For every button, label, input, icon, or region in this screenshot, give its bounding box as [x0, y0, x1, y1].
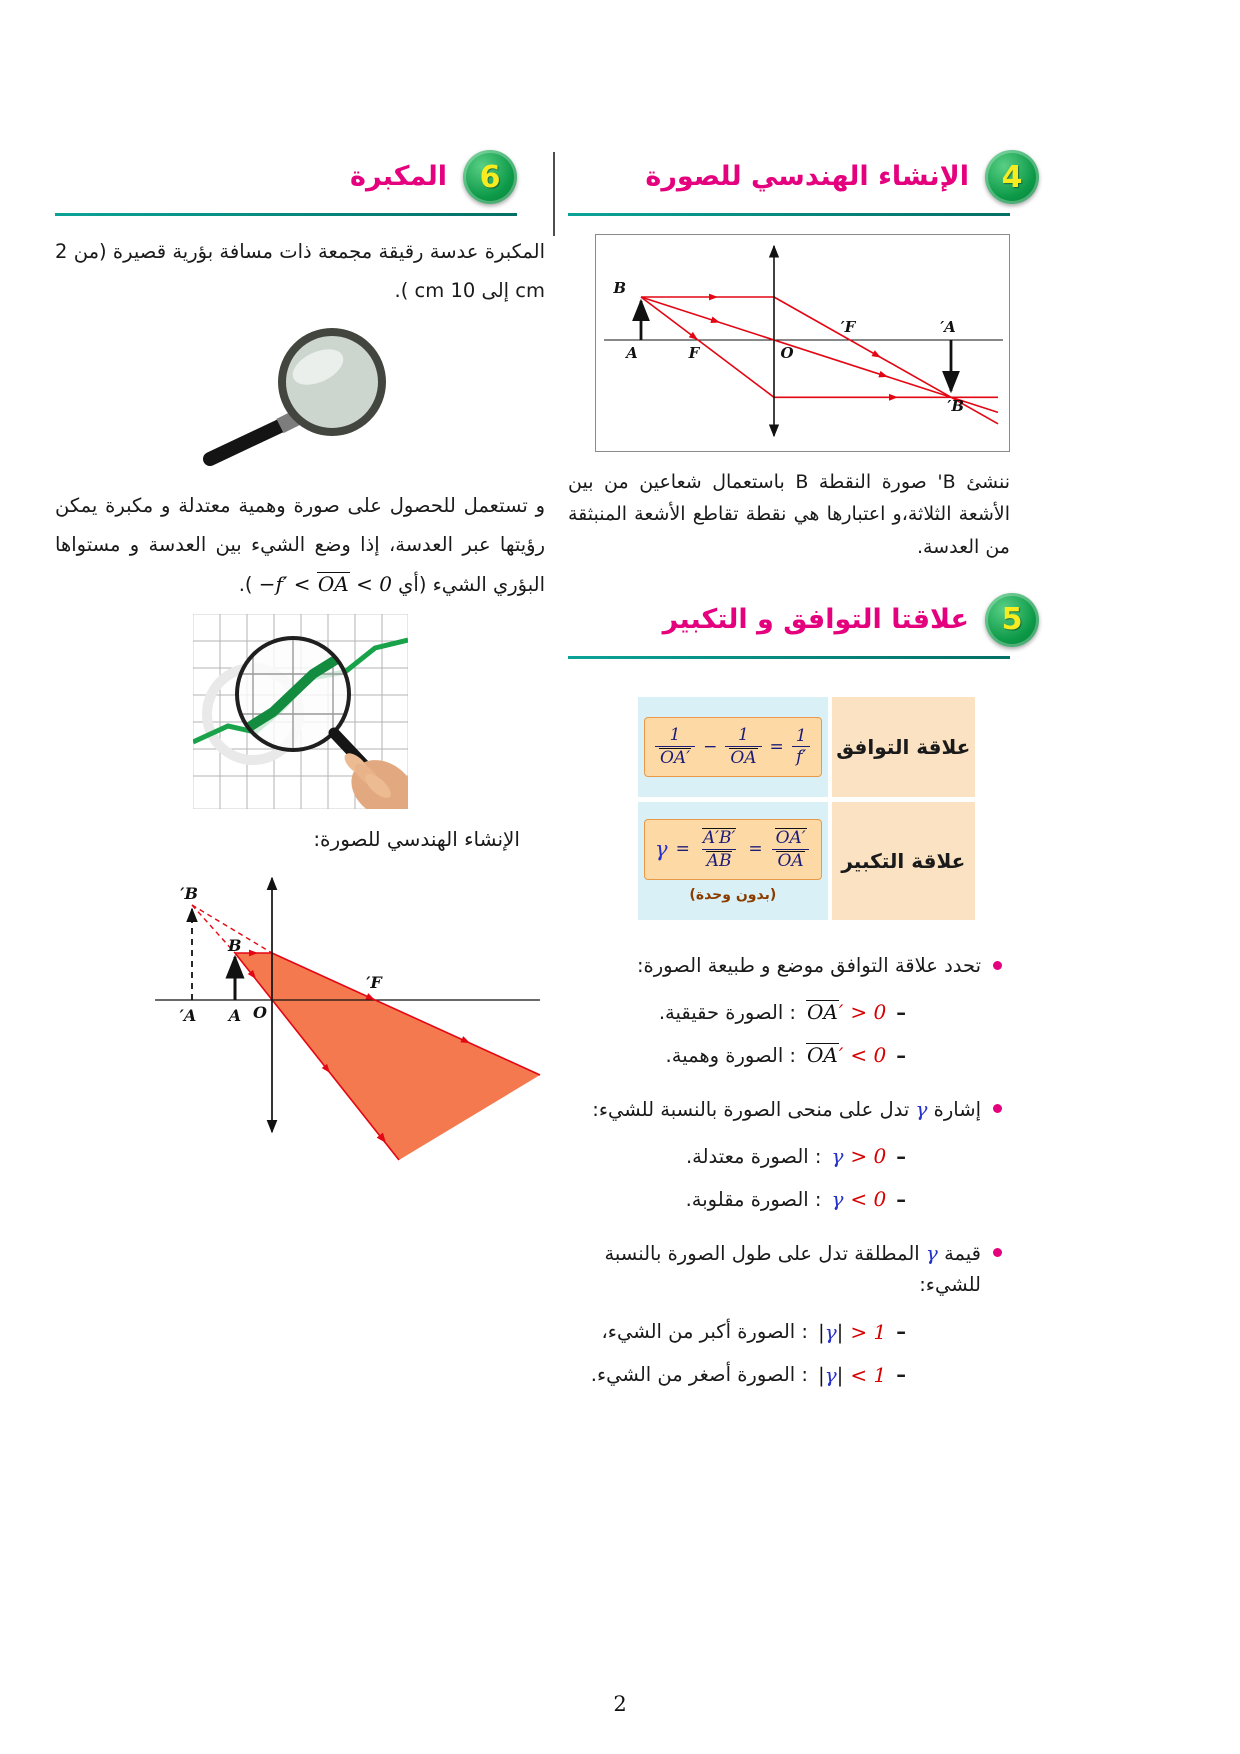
list-subitem-text: : الصورة معتدلة.	[685, 1144, 822, 1168]
label-B-prime: B′	[180, 884, 198, 903]
label-A: A	[228, 1006, 242, 1025]
conjugation-formula-cell	[638, 697, 828, 797]
light-beam	[235, 953, 540, 1160]
magnifier-usage	[55, 486, 545, 604]
usage-text: و تستعمل للحصول على صورة وهمية معتدلة و مكبرة يمكن رؤيتها عبر العدسة، إذا وضع الشيء بين العدسة و مستواها البؤري الشيء (أي	[55, 494, 545, 596]
numerator: 1	[738, 725, 749, 746]
formula-note: (بدون وحدة)	[689, 886, 777, 903]
gamma-symbol: γ	[824, 1362, 837, 1387]
list-item	[568, 950, 1002, 981]
denominator: f′	[792, 746, 810, 767]
list-item-text	[568, 1237, 981, 1300]
list-subitem	[568, 1187, 906, 1211]
label-A-prime: A′	[179, 1006, 197, 1025]
list-item-text: تحدد علاقة التوافق موضع و طبيعة الصورة:	[636, 953, 981, 977]
conjugation-formula	[644, 717, 822, 777]
abs-bar: |	[817, 1319, 825, 1344]
list-subitem-text: : الصورة أصغر من الشيء.	[590, 1363, 808, 1387]
math-expression	[818, 1320, 886, 1344]
label-B-prime: B′	[947, 397, 964, 415]
list-item-text	[592, 1093, 981, 1125]
label-B: B	[613, 279, 626, 297]
right-column	[568, 150, 1023, 1387]
bullet-icon	[993, 1104, 1002, 1113]
virtual-image-diagram	[150, 865, 545, 1175]
dash: –	[896, 1144, 906, 1168]
list-subitem	[568, 1000, 906, 1024]
page-number: 2	[613, 1692, 627, 1716]
math-term: −f′ <	[258, 572, 311, 596]
list-subitem-text: : الصورة حقيقية.	[658, 1000, 797, 1024]
section6-badge-number: 6	[479, 159, 501, 195]
magnifier-over-grid-photo	[193, 614, 408, 809]
magnifier-handle	[210, 426, 280, 459]
list-subitem	[568, 1144, 906, 1168]
fraction	[725, 726, 761, 768]
list-subitem-text: : الصورة وهمية.	[665, 1043, 797, 1067]
lens-construction-diagram	[596, 235, 1009, 447]
gamma-symbol: γ	[655, 837, 668, 862]
abs-bar: |	[836, 1319, 844, 1344]
section5-rule	[568, 656, 1010, 659]
section6-header	[55, 150, 517, 204]
dash: –	[896, 1187, 906, 1211]
equals-sign: =	[675, 839, 690, 860]
gamma-symbol: γ	[925, 1241, 938, 1266]
dash: –	[896, 1363, 906, 1387]
list-item-text-a: قيمة	[944, 1242, 981, 1266]
left-column	[55, 150, 545, 1387]
math-var: OA	[807, 1043, 838, 1068]
minus-sign: −	[703, 736, 718, 757]
denominator: AB	[706, 850, 732, 871]
label-F: F	[688, 344, 700, 362]
list-subitem	[568, 1043, 906, 1067]
section4-title: الإنشاء الهندسي للصورة	[645, 160, 969, 192]
math-comparison: > 0	[850, 1000, 887, 1025]
math-expression	[806, 1000, 886, 1024]
numerator: OA′	[775, 827, 806, 848]
math-expression	[806, 1043, 886, 1067]
label-F-prime: F′	[840, 318, 856, 336]
list-item	[568, 1093, 1002, 1125]
magnifier-definition: المكبرة عدسة رقيقة مجمعة ذات مسافة بؤرية قصيرة (من 2 cm إلى 10 cm ).	[55, 240, 545, 302]
fraction	[655, 726, 695, 768]
abs-bar: |	[817, 1362, 825, 1387]
list-item-text-b: المطلقة تدل على طول الصورة بالنسبة للشيء:	[604, 1242, 981, 1297]
denominator: OA	[777, 850, 804, 871]
dash: –	[896, 1320, 906, 1344]
math-term: < 0	[356, 572, 392, 596]
math-comparison: > 0	[850, 1144, 887, 1169]
column-divider	[553, 152, 555, 236]
denominator: OA	[730, 747, 757, 768]
list-subitem	[568, 1363, 906, 1387]
dash: –	[896, 1043, 906, 1067]
math-expression	[831, 1187, 886, 1211]
math-var: OA	[317, 572, 349, 596]
table-row	[638, 697, 975, 797]
fraction	[792, 727, 811, 767]
virtual-image-figure	[55, 865, 545, 1175]
usage-text-end: ).	[238, 573, 253, 596]
abs-bar: |	[836, 1362, 844, 1387]
numerator: 1	[669, 725, 681, 746]
list-subitem-text: : الصورة أكبر من الشيء،	[601, 1320, 808, 1344]
math-expression	[831, 1144, 886, 1168]
section4-rule	[568, 213, 1010, 216]
math-prime: ′	[838, 1043, 844, 1068]
section5-badge-number: 5	[1001, 602, 1023, 638]
diagram-caption: ننشئ B' صورة النقطة B باستعمال شعاعين من بين الأشعة الثلاثة،و اعتبارها هي نقطة تقاطع الأشعة المنبثقة من العدسة.	[568, 471, 1011, 558]
section6-title: المكبرة	[350, 160, 447, 192]
section5-title: علاقتا التوافق و التكبير	[662, 603, 969, 635]
math-var: OA	[807, 1000, 838, 1025]
fraction	[698, 828, 741, 871]
gamma-symbol: γ	[824, 1319, 837, 1344]
label-O: O	[253, 1003, 267, 1022]
label-A: A	[626, 344, 638, 362]
gamma-symbol: γ	[831, 1144, 844, 1169]
relations-table	[638, 697, 975, 920]
section6-rule	[55, 213, 517, 216]
magnification-label-cell: علاقة التكبير	[832, 802, 975, 920]
label-A-prime: A′	[940, 318, 956, 336]
section5-badge	[985, 593, 1039, 647]
math-expression	[818, 1363, 886, 1387]
construction-caption: الإنشاء الهندسي للصورة:	[313, 827, 520, 851]
math-comparison: < 0	[850, 1043, 887, 1068]
section4-header	[568, 150, 1023, 204]
magnifier-photo-figure	[55, 320, 545, 470]
math-comparison: > 1	[850, 1319, 887, 1344]
magnifier-photo	[180, 320, 420, 470]
fraction	[771, 828, 811, 871]
list-item-text-b: تدل على منحى الصورة بالنسبة للشيء:	[592, 1098, 910, 1122]
magnifier-grid-figure	[55, 614, 545, 809]
list-item	[568, 1237, 1002, 1300]
magnification-formula-cell	[638, 802, 828, 920]
section6-badge	[463, 150, 517, 204]
dash: –	[896, 1000, 906, 1024]
magnification-formula	[644, 819, 822, 880]
table-row	[638, 802, 975, 920]
gamma-symbol: γ	[831, 1187, 844, 1212]
list-subitem	[568, 1320, 906, 1344]
lens-construction-figure	[595, 234, 1010, 452]
gamma-symbol: γ	[915, 1097, 928, 1122]
numerator: 1	[795, 725, 807, 746]
math-prime: ′	[838, 1000, 844, 1025]
math-expression	[259, 572, 392, 596]
section5-header	[568, 593, 1023, 647]
section4-badge-number: 4	[1001, 159, 1023, 195]
numerator: A′B′	[702, 827, 736, 848]
denominator: OA′	[660, 747, 691, 768]
equals-sign: =	[748, 839, 763, 860]
math-comparison: < 0	[850, 1187, 887, 1212]
label-O: O	[780, 344, 794, 362]
conjugation-label-cell: علاقة التوافق	[832, 697, 975, 797]
math-comparison: < 1	[850, 1362, 887, 1387]
list-item-text-a: إشارة	[933, 1098, 981, 1122]
bullet-icon	[993, 1248, 1002, 1257]
properties-list	[568, 950, 1002, 1387]
list-subitem-text: : الصورة مقلوبة.	[685, 1187, 822, 1211]
equals-sign: =	[769, 736, 784, 757]
bullet-icon	[993, 961, 1002, 970]
label-F-prime: F′	[366, 973, 382, 992]
section4-badge	[985, 150, 1039, 204]
label-B: B	[228, 936, 242, 955]
